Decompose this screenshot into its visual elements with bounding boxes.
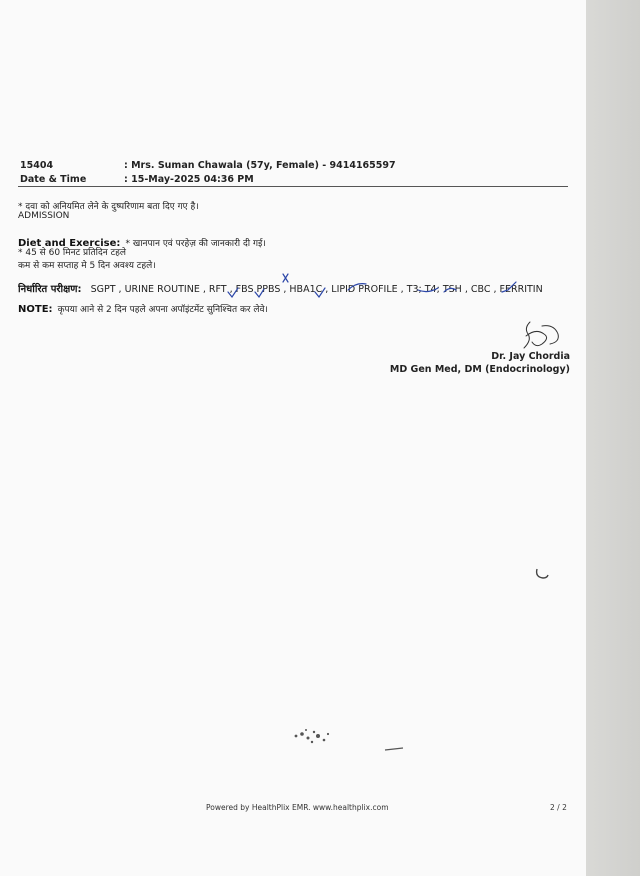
diet-line-1: * खानपान एवं परहेज़ की जानकारी दी गई।: [125, 239, 266, 249]
diet-line-3: कम से कम सप्ताह मे 5 दिन अवश्य टहले।: [18, 261, 156, 271]
diet-label: Diet and Exercise:: [18, 238, 121, 249]
pen-tick-marks: [200, 268, 540, 300]
medication-warning: * दवा को अनियमित लेने के दुष्परिणाम बता दिए गए है।: [18, 202, 199, 212]
doctor-name: Dr. Jay Chordia: [491, 351, 570, 362]
patient-info: : Mrs. Suman Chawala (57y, Female) - 9414165597: [124, 160, 396, 171]
scan-smudge-icon: [290, 724, 336, 748]
scanner-background: [586, 0, 640, 876]
doctor-qualification: MD Gen Med, DM (Endocrinology): [389, 364, 570, 375]
patient-id: 15404: [20, 160, 54, 171]
admission-text: ADMISSION: [18, 211, 70, 221]
tests-label: निर्धारित परीक्षण:: [18, 284, 82, 295]
note-section: [18, 297, 268, 316]
powered-by-footer: Powered by HealthPlix EMR. www.healthplix.com: [206, 803, 389, 812]
datetime-value: : 15-May-2025 04:36 PM: [124, 174, 254, 185]
header-divider: [18, 186, 568, 187]
scan-curl-icon: [534, 566, 550, 580]
signature-icon: [516, 318, 564, 352]
note-text: कृपया आने से 2 दिन पहले अपना अपॉइंटमेंट सुनिश्चित कर लेवे।: [57, 305, 268, 315]
scan-mark-icon: [383, 745, 405, 753]
page-number: 2 / 2: [550, 803, 567, 812]
diet-line-2: * 45 से 60 मिनट प्रतिदिन टहले: [18, 248, 127, 258]
datetime-label: Date & Time: [20, 174, 87, 185]
tests-list: SGPT , URINE ROUTINE , RFT , FBS PPBS , HBA1C , LIPID PROFILE , T3; T4; TSH , CBC , FERRITIN: [90, 284, 543, 295]
note-label: NOTE:: [18, 304, 53, 315]
